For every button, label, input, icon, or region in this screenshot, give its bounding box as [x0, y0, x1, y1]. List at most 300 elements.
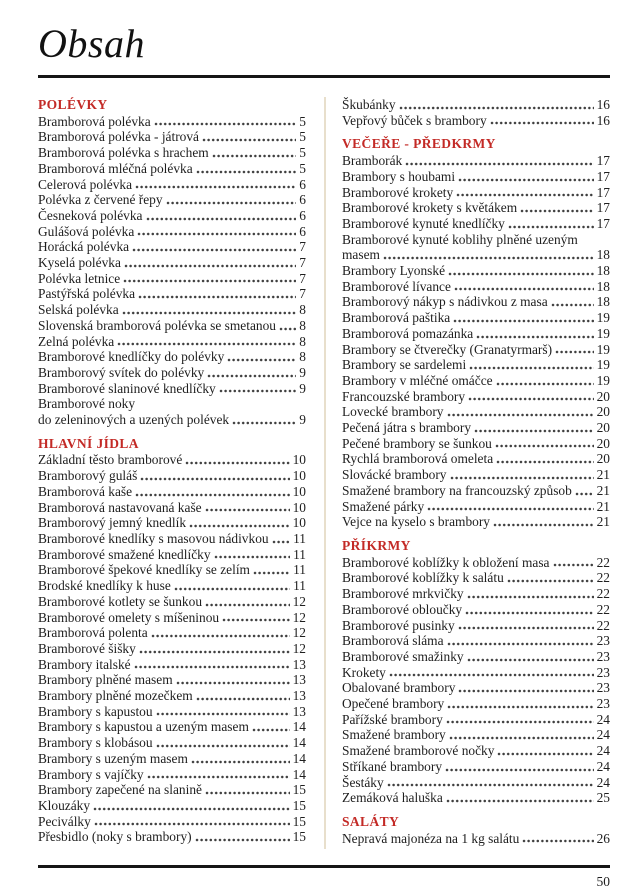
- dot-leader: [124, 264, 296, 268]
- dot-leader: [151, 634, 290, 638]
- toc-entry: [342, 279, 610, 295]
- toc-entry-label: Brambory Lyonské: [342, 263, 446, 279]
- toc-entry: [38, 208, 306, 224]
- toc-entry: [342, 759, 610, 775]
- toc-entry-label: Bramborové šišky: [38, 640, 136, 656]
- toc-entry-label: Francouzské brambory: [342, 388, 466, 404]
- toc-entry-label: Bramborová polévka: [38, 113, 151, 129]
- toc-entry-page-number: 13: [292, 656, 306, 672]
- toc-entry-page-number: 17: [596, 168, 610, 184]
- toc-entry: [38, 829, 306, 845]
- dot-leader: [454, 287, 594, 291]
- toc-entry: [38, 452, 306, 468]
- dot-leader: [137, 232, 296, 236]
- toc-entry: [342, 831, 610, 847]
- dot-leader: [122, 311, 297, 315]
- toc-entry-page-number: 24: [596, 711, 610, 727]
- toc-entry-label: Slovenská bramborová polévka se smetanou: [38, 317, 276, 333]
- toc-entry-label: Bramborová polévka - játrová: [38, 129, 200, 145]
- toc-entry-label: Bramborové koblížky k obložení masa: [342, 554, 550, 570]
- toc-entry-page-number: 12: [292, 609, 306, 625]
- toc-entry-label: Vejce na kyselo s brambory: [342, 514, 490, 530]
- dot-leader: [465, 611, 593, 615]
- toc-entry: [342, 680, 610, 696]
- toc-entry: [342, 586, 610, 602]
- toc-entry: [38, 255, 306, 271]
- toc-entry-label: Selská polévka: [38, 302, 119, 318]
- toc-entry-page-number: 8: [299, 317, 306, 333]
- folio-page-number: 50: [596, 874, 610, 889]
- toc-entry-label: Bramborové knedlíčky do polévky: [38, 349, 225, 365]
- toc-entry-page-number: 23: [596, 664, 610, 680]
- toc-entry: [342, 389, 610, 405]
- dot-leader: [508, 225, 594, 229]
- toc-entry: [38, 531, 306, 547]
- toc-section: [342, 538, 610, 806]
- toc-entry-label: Polévka z červené řepy: [38, 192, 163, 208]
- section-heading: SALÁTY: [342, 813, 400, 829]
- toc-entry: [38, 562, 306, 578]
- toc-entry-page-number: 20: [596, 435, 610, 451]
- toc-entry: [38, 334, 306, 350]
- toc-entry-page-number: 23: [596, 696, 610, 712]
- toc-entry-page-number: 14: [292, 750, 306, 766]
- toc-entry-label: Brambory zapečené na slanině: [38, 782, 202, 798]
- toc-entry-page-number: 5: [299, 129, 306, 145]
- toc-entry-page-number: 7: [299, 255, 306, 271]
- toc-section: [38, 436, 306, 845]
- toc-entry-label: Brambory se čtverečky (Granatyrmarš): [342, 341, 553, 357]
- toc-entry-label: Brambory plněné masem: [38, 672, 173, 688]
- toc-entry-page-number: 10: [292, 515, 306, 531]
- toc-entry-page-number: 16: [596, 97, 610, 112]
- dot-leader: [279, 327, 296, 331]
- toc-entry-page-number: 14: [292, 719, 306, 735]
- toc-entry: [342, 743, 610, 759]
- dot-leader: [146, 217, 297, 221]
- toc-entry: [342, 373, 610, 389]
- toc-entry: [38, 610, 306, 626]
- toc-entry: [38, 641, 306, 657]
- dot-leader: [490, 121, 594, 125]
- toc-entry-label: Bramborák: [342, 153, 403, 169]
- toc-entry: [38, 500, 306, 516]
- toc-entry-label: Bramborová nastavovaná kaše: [38, 499, 202, 515]
- toc-column-right: [342, 97, 610, 846]
- toc-entry-label: Bramborová sláma: [342, 633, 444, 649]
- toc-entry: [38, 578, 306, 594]
- toc-entry: [38, 302, 306, 318]
- toc-entry-page-number: 10: [292, 452, 306, 468]
- dot-leader: [520, 209, 593, 213]
- toc-entry: [38, 318, 306, 334]
- toc-entry-label: Bramborové obloučky: [342, 601, 463, 617]
- toc-entry-page-number: 16: [596, 112, 610, 128]
- dot-leader: [555, 350, 594, 354]
- toc-entry-page-number: 17: [596, 215, 610, 231]
- toc-entry-page-number: 15: [292, 813, 306, 829]
- toc-entry-page-number: 7: [299, 286, 306, 302]
- toc-entry-label: Základní těsto bramborové: [38, 452, 183, 468]
- toc-entry-page-number: 18: [596, 263, 610, 279]
- toc-entry: [342, 775, 610, 791]
- bottom-rule: [38, 865, 610, 868]
- toc-entry-label: Bramborová pomazánka: [342, 325, 474, 341]
- toc-entry: [342, 727, 610, 743]
- toc-entry-label: Smažené brambory: [342, 727, 446, 743]
- toc-entry: [38, 114, 306, 130]
- toc-entry: [342, 169, 610, 185]
- toc-entry-page-number: 8: [299, 349, 306, 365]
- toc-entry: [342, 467, 610, 483]
- dot-leader: [195, 838, 290, 842]
- toc-entry: [38, 798, 306, 814]
- dot-leader: [458, 178, 594, 182]
- toc-entry: [38, 688, 306, 704]
- toc-entry-label: Krokety: [342, 664, 386, 680]
- toc-entry-page-number: 19: [596, 325, 610, 341]
- toc-entry-label: Opečené brambory: [342, 696, 445, 712]
- dot-leader: [227, 358, 296, 362]
- dot-leader: [191, 760, 290, 764]
- toc-entry: [342, 263, 610, 279]
- toc-entry-page-number: 6: [299, 176, 306, 192]
- dot-leader: [138, 295, 296, 299]
- toc-entry-label: Bramborové krokety: [342, 184, 454, 200]
- toc-entry-label: Bramborové noky: [38, 396, 136, 412]
- toc-entry-page-number: 20: [596, 388, 610, 404]
- toc-entry: [38, 735, 306, 751]
- dot-leader: [467, 595, 594, 599]
- toc-entry: [38, 286, 306, 302]
- toc-entry-label: Přesbidlo (noky s brambory): [38, 829, 192, 845]
- toc-entry: [38, 484, 306, 500]
- dot-leader: [497, 752, 593, 756]
- dot-leader: [458, 626, 594, 630]
- dot-leader: [135, 493, 290, 497]
- toc-entry-page-number: 5: [299, 160, 306, 176]
- toc-entry-label: Bramborové lívance: [342, 278, 451, 294]
- section-heading: POLÉVKY: [38, 97, 108, 112]
- toc-entry-label: Smažené bramborové nočky: [342, 743, 495, 759]
- dot-leader: [132, 248, 296, 252]
- dot-leader: [94, 822, 290, 826]
- toc-entry-page-number: 15: [292, 829, 306, 845]
- toc-entry-label: Pečené brambory se šunkou: [342, 435, 492, 451]
- toc-entry-label: Peciválky: [38, 813, 91, 829]
- dot-leader: [123, 279, 296, 283]
- toc-entry: [38, 224, 306, 240]
- dot-leader: [214, 555, 291, 559]
- toc-entry-page-number: 10: [292, 499, 306, 515]
- toc-entry-label: Brambory plněné mozečkem: [38, 688, 193, 704]
- dot-leader: [467, 658, 594, 662]
- toc-entry-label: Bramborový guláš: [38, 468, 138, 484]
- toc-entry-label: Bramborové smažinky: [342, 648, 464, 664]
- toc-entry: [342, 649, 610, 665]
- toc-entry-page-number: 18: [596, 247, 610, 263]
- dot-leader: [496, 382, 594, 386]
- dot-leader: [445, 768, 594, 772]
- toc-entry-page-number: 20: [596, 420, 610, 436]
- toc-entry-page-number: 15: [292, 797, 306, 813]
- toc-entry-page-number: 22: [596, 601, 610, 617]
- toc-entry: [342, 420, 610, 436]
- section-heading: VEČEŘE - PŘEDKRMY: [342, 136, 496, 152]
- dot-leader: [389, 673, 594, 677]
- dot-leader: [474, 429, 594, 433]
- dot-leader: [139, 650, 290, 654]
- toc-entry-page-number: 17: [596, 184, 610, 200]
- toc-entry-label: Stříkané brambory: [342, 758, 443, 774]
- toc-entry-page-number: 7: [299, 239, 306, 255]
- toc-entry: [38, 145, 306, 161]
- toc-entry: [342, 696, 610, 712]
- dot-leader: [253, 571, 290, 575]
- dot-leader: [447, 413, 594, 417]
- toc-entry: [38, 381, 306, 397]
- toc-entry-page-number: 17: [596, 153, 610, 169]
- toc-entry: [38, 468, 306, 484]
- toc-entry: [342, 451, 610, 467]
- toc-entry: [342, 185, 610, 201]
- toc-entry-page-number: 22: [596, 617, 610, 633]
- toc-entry-label: Bramborová mléčná polévka: [38, 160, 193, 176]
- toc-entry-label: Česneková polévka: [38, 207, 143, 223]
- toc-entry-page-number: 22: [596, 570, 610, 586]
- toc-entry: [342, 665, 610, 681]
- toc-entry: [38, 161, 306, 177]
- toc-entry-label: Brambory s kapustou: [38, 703, 153, 719]
- dot-leader: [166, 201, 297, 205]
- toc-entry-label: Smažené brambory na francouzský způsob: [342, 482, 572, 498]
- dot-leader: [427, 507, 593, 511]
- toc-entry-page-number: 12: [292, 640, 306, 656]
- toc-entry-page-number: 22: [596, 586, 610, 602]
- dot-leader: [468, 397, 594, 401]
- toc-entry-page-number: 19: [596, 341, 610, 357]
- toc-entry-label: Bramborový svítek do polévky: [38, 364, 205, 380]
- dot-leader: [496, 460, 593, 464]
- toc-entry: [342, 790, 610, 806]
- toc-entry-page-number: 24: [596, 743, 610, 759]
- toc-section: [342, 814, 610, 846]
- dot-leader: [456, 193, 593, 197]
- toc-entry-label: Bramborový nákyp s nádivkou z masa: [342, 294, 548, 310]
- toc-entry-label: do zeleninových a uzených polévek: [38, 412, 230, 428]
- toc-entry-label: Lovecké brambory: [342, 404, 444, 420]
- dot-leader: [522, 839, 593, 843]
- page-title: Obsah: [38, 21, 145, 66]
- toc-entry: [38, 782, 306, 798]
- toc-entry-label: Smažené párky: [342, 498, 425, 514]
- dot-leader: [446, 799, 594, 803]
- dot-leader: [476, 335, 593, 339]
- toc-entry-page-number: 20: [596, 451, 610, 467]
- toc-entry: [38, 767, 306, 783]
- dot-leader: [156, 712, 290, 716]
- section-heading: PŘÍKRMY: [342, 537, 411, 553]
- toc-entry: [38, 192, 306, 208]
- column-divider: [324, 97, 326, 849]
- toc-entry-label: Slovácké brambory: [342, 467, 447, 483]
- dot-leader: [553, 563, 594, 567]
- toc-entry-page-number: 12: [292, 625, 306, 641]
- toc-entry-label: Zemáková haluška: [342, 790, 443, 806]
- toc-entry-label: Kyselá polévka: [38, 255, 121, 271]
- toc-entry: [38, 349, 306, 365]
- toc-entry-label: Obalované brambory: [342, 680, 456, 696]
- toc-column-left: [38, 97, 306, 845]
- toc-entry: [38, 657, 306, 673]
- toc-entry: [38, 751, 306, 767]
- toc-entry-page-number: 7: [299, 270, 306, 286]
- toc-entry-page-number: 12: [292, 593, 306, 609]
- top-rule: [38, 75, 610, 78]
- toc-entry: [38, 129, 306, 145]
- toc-entry-page-number: 17: [596, 200, 610, 216]
- toc-entry: [342, 200, 610, 216]
- toc-entry-label: Brambory s uzeným masem: [38, 750, 188, 766]
- toc-entry: [38, 515, 306, 531]
- dot-leader: [154, 122, 297, 126]
- dot-leader: [405, 162, 593, 166]
- toc-entry: [342, 326, 610, 342]
- dot-leader: [447, 642, 594, 646]
- toc-entry-label: Bramborové koblížky k salátu: [342, 570, 504, 586]
- toc-entry-label: Vepřový bůček s brambory: [342, 112, 487, 128]
- dot-leader: [495, 444, 594, 448]
- dot-leader: [207, 374, 296, 378]
- toc-entry-label: Klouzáky: [38, 797, 91, 813]
- toc-entry: [38, 412, 306, 428]
- toc-entry: [342, 113, 610, 129]
- section-heading: HLAVNÍ JÍDLA: [38, 435, 139, 451]
- toc-entry-label: Gulášová polévka: [38, 223, 135, 239]
- toc-entry: [342, 602, 610, 618]
- dot-leader: [219, 389, 297, 393]
- toc-section: [38, 97, 306, 428]
- toc-entry-page-number: 14: [292, 735, 306, 751]
- toc-entry-label: Bramborové pusinky: [342, 617, 455, 633]
- dot-leader: [447, 705, 593, 709]
- dot-leader: [212, 154, 297, 158]
- toc-entry-page-number: 18: [596, 278, 610, 294]
- toc-entry-label: Bramborové kotlety se šunkou: [38, 593, 203, 609]
- toc-entry-page-number: 21: [596, 498, 610, 514]
- toc-entry: [342, 570, 610, 586]
- toc-entry-page-number: 26: [596, 830, 610, 846]
- toc-entry: [38, 625, 306, 641]
- dot-leader: [174, 587, 290, 591]
- dot-leader: [232, 421, 296, 425]
- toc-entry: [38, 547, 306, 563]
- dot-leader: [493, 523, 594, 527]
- toc-entry: [342, 404, 610, 420]
- toc-entry-label: Pařížské brambory: [342, 711, 443, 727]
- toc-entry: [342, 436, 610, 452]
- toc-entry: [342, 97, 610, 113]
- toc-entry: [38, 719, 306, 735]
- toc-entry-label: Bramborová polenta: [38, 625, 148, 641]
- dot-leader: [185, 461, 289, 465]
- dot-leader: [458, 689, 593, 693]
- dot-leader: [551, 303, 594, 307]
- toc-entry-label: Bramborový jemný knedlík: [38, 515, 187, 531]
- toc-entry-label: Bramborová kaše: [38, 483, 133, 499]
- toc-entry-page-number: 21: [596, 482, 610, 498]
- toc-entry: [342, 555, 610, 571]
- toc-entry-label: Brodské knedlíky k huse: [38, 578, 171, 594]
- toc-entry-page-number: 19: [596, 310, 610, 326]
- toc-entry-label: Bramborové krokety s květákem: [342, 200, 518, 216]
- toc-entry-label: Pečená játra s brambory: [342, 420, 472, 436]
- toc-entry-page-number: 23: [596, 680, 610, 696]
- dot-leader: [176, 681, 290, 685]
- toc-entry: [38, 396, 306, 412]
- toc-entry: [38, 704, 306, 720]
- toc-entry-page-number: 23: [596, 648, 610, 664]
- dot-leader: [449, 736, 594, 740]
- toc-entry-page-number: 21: [596, 467, 610, 483]
- toc-entry-page-number: 15: [292, 782, 306, 798]
- toc-entry-page-number: 11: [293, 578, 306, 594]
- toc-entry-label: Brambory se sardelemi: [342, 357, 467, 373]
- toc-entry-page-number: 22: [596, 554, 610, 570]
- toc-entry: [38, 672, 306, 688]
- dot-leader: [205, 791, 290, 795]
- dot-leader: [507, 579, 594, 583]
- toc-entry-page-number: 21: [596, 514, 610, 530]
- toc-entry-label: Šestáky: [342, 774, 384, 790]
- toc-entry-label: Bramborová polévka s hrachem: [38, 145, 209, 161]
- toc-entry-page-number: 5: [299, 145, 306, 161]
- toc-entry-page-number: 13: [292, 688, 306, 704]
- toc-entry-page-number: 9: [299, 412, 306, 428]
- toc-entry-page-number: 10: [292, 468, 306, 484]
- toc-entry-page-number: 23: [596, 633, 610, 649]
- toc-entry: [342, 357, 610, 373]
- toc-content: [38, 97, 610, 849]
- dot-leader: [140, 477, 289, 481]
- toc-entry: [342, 483, 610, 499]
- toc-entry: [342, 216, 610, 232]
- toc-entry-page-number: 11: [293, 562, 306, 578]
- toc-entry: [38, 814, 306, 830]
- toc-entry: [342, 310, 610, 326]
- toc-entry-page-number: 19: [596, 357, 610, 373]
- toc-entry-page-number: 9: [299, 380, 306, 396]
- toc-entry-label: Horácká polévka: [38, 239, 130, 255]
- toc-entry-page-number: 19: [596, 372, 610, 388]
- toc-entry: [342, 342, 610, 358]
- toc-entry-page-number: 13: [292, 672, 306, 688]
- dot-leader: [202, 138, 296, 142]
- toc-entry-page-number: 24: [596, 727, 610, 743]
- dot-leader: [196, 170, 297, 174]
- dot-leader: [446, 720, 594, 724]
- toc-entry-label: Brambory italské: [38, 656, 131, 672]
- toc-entry-label: Bramborové omelety s míšeninou: [38, 609, 220, 625]
- toc-entry: [38, 239, 306, 255]
- dot-leader: [135, 185, 296, 189]
- dot-leader: [134, 665, 290, 669]
- toc-entry-page-number: 9: [299, 364, 306, 380]
- toc-entry-label: masem: [342, 247, 380, 263]
- toc-entry: [342, 294, 610, 310]
- toc-entry-page-number: 25: [596, 790, 610, 806]
- dot-leader: [575, 492, 594, 496]
